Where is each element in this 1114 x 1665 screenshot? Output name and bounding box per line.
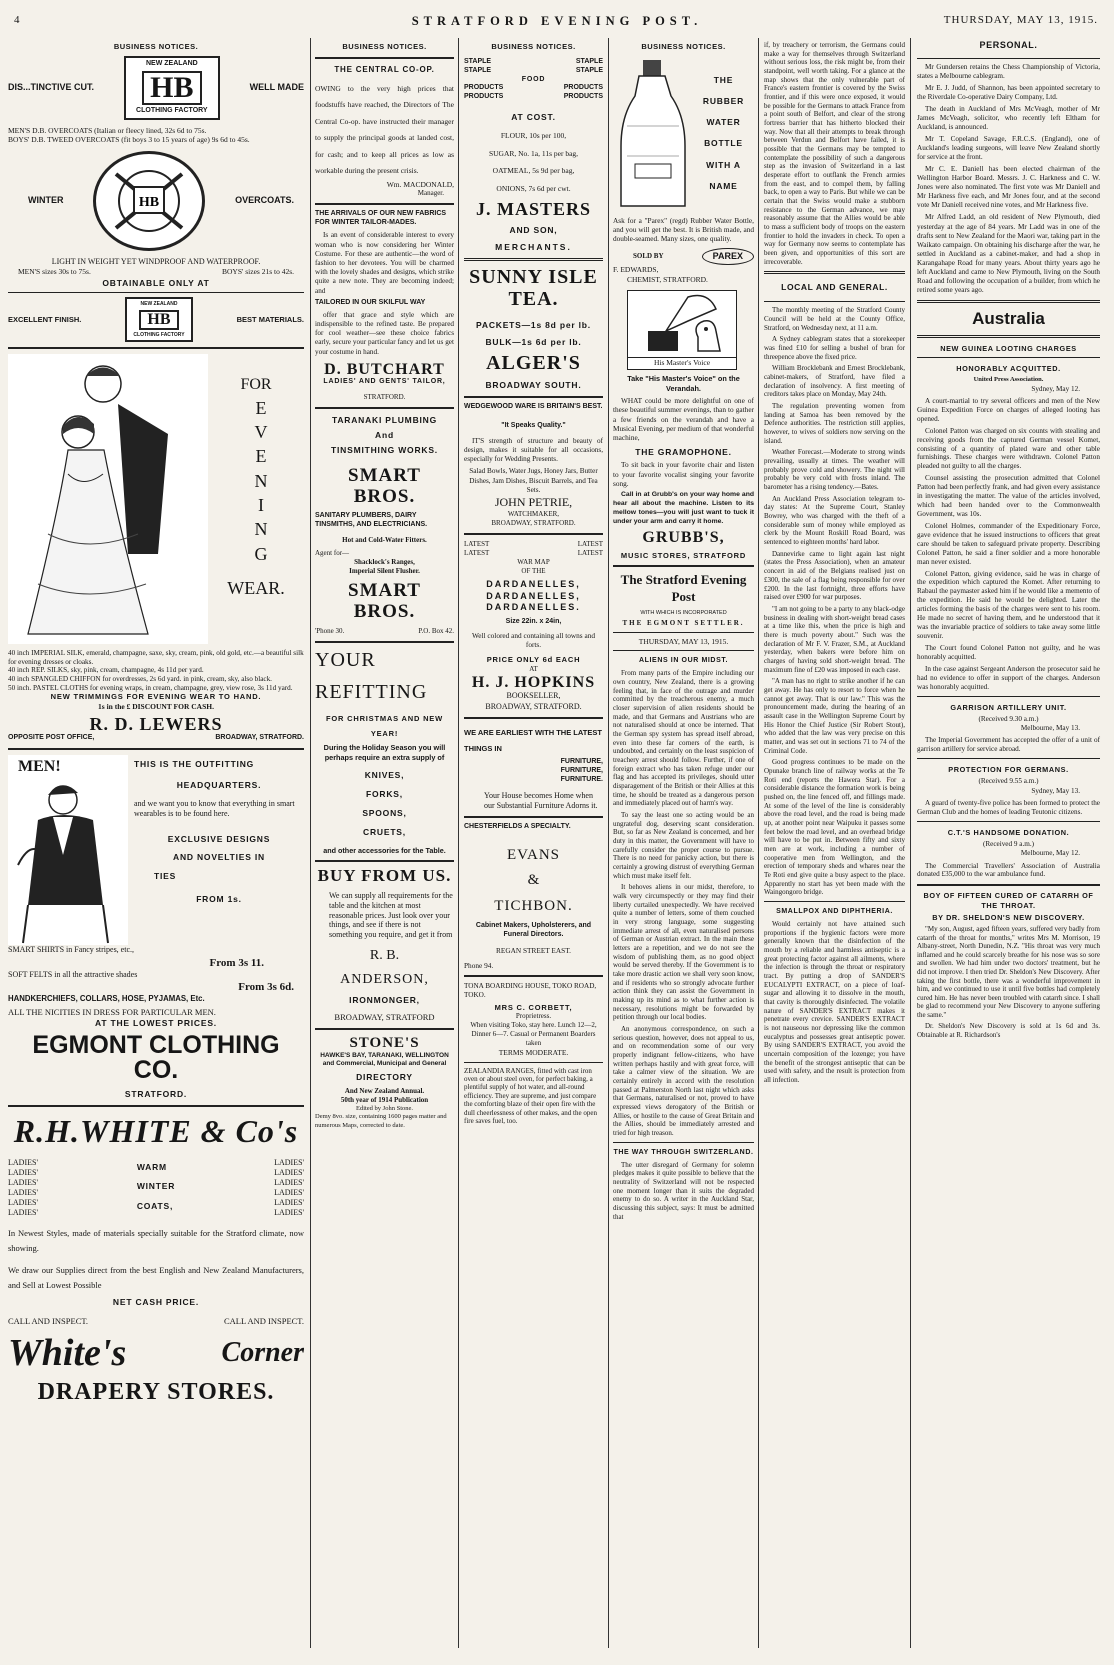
parex-ask: Ask for a "Parex" (regd) Rubber Water Bottle, and you will get the best. It is British made, and double-seamed. Many sizes, one quality. [613,215,754,244]
australia-heading: Australia [972,309,1045,329]
ladies-left [8,1158,38,1218]
hb-small-mark: HB [139,310,178,330]
sydney-dateline-2: Sydney, May 13. [1031,786,1080,795]
map-colored: Well colored and containing all towns and forts. [471,630,596,649]
furniture-2: FURNITURE, [560,766,603,774]
plumbers-line: SANITARY PLUMBERS, DAIRY TINSMITHS, AND ELECTRICIANS. [315,511,428,528]
nz-annual: And New Zealand Annual. [344,1087,425,1095]
personal-item: Mr T. Copeland Savage, F.R.C.S. (England), one of Auckland's leading surgeons, will leave New Zealand shortly for service at the front. [917,134,1100,162]
winter-label-2: WINTER [136,1181,176,1192]
guinea-paragraph: A court-martial to try several officers and men of the New Guinea Expedition Force on charges of alleged looting has opened. [917,396,1100,423]
latest-left: LATEST [464,540,490,549]
products-left: PRODUCTS [464,84,504,92]
cruets-item: CRUETS, [363,826,406,837]
manager-title: Manager. [417,189,444,198]
of-the: OF THE [521,567,546,576]
music-stores: MUSIC STORES, STRATFORD [620,550,747,560]
distinctive-cut: DIS...TINCTIVE CUT. [8,81,95,92]
zealandia-ranges: ZEALANDIA RANGES, fitted with cast iron oven or about steel oven, for perfect baking, a plentiful supply of hot water, and all-round efficiency. They are supreme, and just compare the comforting blaze of their open fire with the dull cheerlessness of other makes, and the open fire saves fuel, too. [464,1066,597,1126]
cash-discount: 1s in the £ DISCOUNT FOR CASH. [98,701,214,711]
tailored-heading: TAILORED IN OUR SKILFUL WAY [315,298,426,306]
shacklock-ranges: Shacklock's Ranges, [354,557,415,566]
war-map: WAR MAP [517,558,550,567]
evening-letter: N [254,470,268,491]
local-item: "A man has no right to strike another if he can get away. He has only to resort to force when he cannot get away. That is our law." This was the pronouncement made, during the hearing of an assault case in the Wellington Supreme Court by His Honor the Chief Justice (Sir Robert Stout), who added that the law was very precise on this matter, and was set out in sections 71 to 74 of the Criminal Code. [764,677,905,755]
switzerland-heading: THE WAY THROUGH SWITZERLAND. [613,1148,754,1156]
opposite-post-office: OPPOSITE POST OFFICE, [8,734,95,742]
arrivals-heading: THE ARRIVALS OF OUR NEW FABRICS FOR WINTER TAILOR-MADES. [315,210,447,227]
regan-street: REGAN STREET EAST. [496,945,571,955]
well-made: WELL MADE [249,81,304,92]
local-item: "I am not going to be a party to any black-odge business in dealing with short-weight bread cases at a time like this, when the price is high and there is much poverty about." Such was the declaration of Mr F. V. Frazer, S.M., at Auckland yesterday, when bakers were before him on charges of having sold short-weight bread. The maximum fine of £20 was imposed in each case. [764,604,905,674]
rubber-bottle-heading [693,56,754,216]
protection-heading: PROTECTION FOR GERMANS. [948,765,1069,775]
editorial-date: THURSDAY, MAY 13, 1915. [638,636,729,646]
switzerland-body: The utter disregard of Germany for solemn pledges makes it quite possible to believe that the neutrality of Switzerland will not be respected one moment longer than it suits the degraded enemy to do so. A writer in the Auckland Star, discussing this subject, says: It must be admitted that [613,1160,754,1221]
publication-year: 50th year of 1914 Publication [340,1095,429,1104]
his-masters-voice-caption: His Master's Voice [628,357,736,368]
evening-vertical [218,396,304,566]
rh-white-logo: R.H.WHITE & Co's [13,1112,299,1149]
wear-heading: WEAR. [227,577,285,598]
boy-cured-body: "My son, August, aged fifteen years, suffered very badly from catarrh of the throat for months," writes Mrs M. Morrison, 19 Albany-street, North Dunedin, N.Z. "His throat was very much inflamed and he could scarcely breathe for his nose was so sore and swollen. We had him under two doctors' treatment, but he did not improve. I then tried Dr. Sheldon's New Discovery. After taking the first bottle, there was a wonderful improvement in him, and we continued to use it until five bottles had completely cured him. He has never been troubled with catarrh since. I shall be glad to recommend your New Discovery to anyone suffering the same." [917,925,1100,1019]
page-number: 4 [14,14,20,26]
tinsmithing-works: TINSMITHING WORKS. [331,445,438,456]
dardanelles-1: DARDANELLES, [486,579,581,590]
exclusive-designs: EXCLUSIVE DESIGNS [167,833,271,844]
map-price: PRICE ONLY 6d EACH [486,655,581,665]
local-item: Weather Forecast.—Moderate to strong winds prevailing, usually at times. The weather will probably prove cold and showery. The night will probably be very cold with frosts inland. The barometer has a rising tendency.—Bates. [764,448,905,492]
his-masters-voice-illustration [627,290,737,370]
donation-body: The Commercial Travellers' Association of Australia donated £35,000 to the war ambulance fund. [917,861,1100,879]
best-materials: BEST MATERIALS. [236,314,304,324]
petrie-name: JOHN PETRIE, [494,495,573,509]
boys-sizes: BOYS' sizes 21s to 42s. [222,266,294,276]
hb-logo-mark: HB [142,71,201,105]
corbett-name: MRS C. CORBETT, [494,1002,573,1012]
column-6 [910,38,1106,1648]
lewers-name: R. D. LEWERS [89,713,223,734]
forks-item: FORKS, [366,788,403,799]
received-3: (Received 9 a.m.) [982,840,1035,849]
smallpox-body: Would certainly not have attained such proportions if the hygienic factors were more generally known that the disinfection of the mouth by a reliable and harmless antiseptic is a great protecting factor against all ailments, where the infection is through the throat or respiratory tract. By putting a drop of SANDER'S EUCALYPTI EXTRACT, on a piece of loaf-sugar and allowing it to dissolve in the mouth, that cavity is thoroughly disinfected. The volatile nature of SANDER'S EXTRACT makes it penetrate every crevice. SANDER'S EXTRACT is not nauseous nor depressing like the common eucalyptus and possesses great antiseptic power. By using SANDER'S EXTRACT, you avoid the uncertain composition of the lozenge; you have the benefit of the strongest antiseptic that can be used with safety, and the result is protection from all infection. [764,919,905,1085]
lewers-address: BROADWAY, STRATFORD. [215,734,304,742]
overcoats-label: OVERCOATS. [235,194,294,205]
newspaper-title: STRATFORD EVENING POST. [411,14,703,28]
petrie-address: BROADWAY, STRATFORD. [491,519,576,528]
ladies-label: LADIES' [8,1167,38,1177]
smart-pobox: P.O. Box 42. [418,627,454,636]
knives-item: KNIVES, [364,770,405,781]
hb-logo-bottom: CLOTHING FACTORY [136,106,208,114]
ladies-label: LADIES' [274,1207,304,1217]
cabinet-makers: Cabinet Makers, Upholsterers, and Funeral Directors. [475,921,592,938]
hb-small-bottom: CLOTHING FACTORY [133,331,185,338]
hopkins-name: H. J. HOPKINS [471,673,596,691]
buy-from-us: BUY FROM US. [317,865,452,885]
christmas-line: FOR CHRISTMAS AND NEW YEAR! [326,714,443,739]
for-heading: FOR [240,376,272,394]
earliest-heading: WE ARE EARLIEST WITH THE LATEST THINGS IN [464,727,602,754]
packets-price: PACKETS—1s 8d per lb. [476,320,591,331]
excellent-finish: EXCELLENT FINISH. [8,314,82,324]
outfitting-line: THIS IS THE OUTFITTING [134,759,255,770]
your-heading: YOUR [315,649,376,672]
ties-label: TIES [154,871,177,882]
latest-left-2: LATEST [464,549,490,558]
boys-overcoats: BOYS' D.B. TWEED OVERCOATS (fit boys 3 to 15 years of age) 9s 6d to 45s. [8,135,250,145]
silk-item: 40 inch SPANGLED CHIFFON for overdresses, 2s 6d yard. in pink, cream, sky, also black. [8,675,272,684]
water-bottle-icon [613,56,693,214]
novelties-in: AND NOVELTIES IN [173,852,265,863]
and-label: And [375,430,394,441]
whites-script: White's [8,1331,127,1374]
map-size: Size 22in. x 24in, [505,617,562,625]
column-3 [458,38,608,1648]
evans-phone: Phone 94. [464,960,494,970]
silk-item: 40 inch IMPERIAL SILK, emerald, champagne, saxe, sky, cream, pink, old gold, etc.—a beautiful silk for evening dresses or cloaks. [8,649,304,666]
tona-boarding: TONA BOARDING HOUSE, TOKO ROAD, TOKO. [464,982,597,1000]
demy-description: Demy 8vo. size, containing 1600 pages matter and numerous Maps, corrected to date. [315,1113,447,1129]
smart-bros-name-2: SMART BROS. [348,580,421,623]
directory-label: DIRECTORY [356,1072,413,1083]
evening-letter: E [255,397,267,418]
butchart-name: D. BUTCHART [324,360,445,378]
onions-price: ONIONS, 7s 6d per cwt. [496,184,571,194]
aliens-paragraph: To say the least one so acting would be an ungrateful dog, deserving scant consideration. But, so far as New Zealand is concerned, and her duty in this matter, the Government will have to carefully consider the proper course to pursue. There is no need for panicky action, but there is certainly a growing distrust of everything German which must make itself felt. [613,810,754,880]
products-right-2: PRODUCTS [563,93,603,101]
take-his-masters: Take "His Master's Voice" on the Verandah. [627,374,740,393]
furniture-3: FURNITURE. [560,775,603,783]
couple-drawing-icon [8,354,208,644]
local-item: A Sydney cablegram states that a storekeeper was fined £10 for selling a bushel of bran for threepence above the fixed price. [764,335,905,361]
agent-for: Agent for— [315,548,350,557]
guinea-paragraph: Colonel Patton was charged on six counts with stealing and receiving goods from the captured German vessel Komet, consisting of a quantity of plated ware and other table furnishings. These charges were withdrawn. Colonel Patton pleaded not guilty to all the charges. [917,426,1100,471]
smart-phone: 'Phone 30. [315,627,345,636]
guinea-heading: NEW GUINEA LOOTING CHARGES [940,343,1077,353]
aliens-paragraph: From many parts of the Empire including our own country, New Zealand, there is a growing feeling that, in face of the outrage and murder committed by the treacherous enemy, a much closer supervision of alien residents should be made, and that Germans and Austrians who are not naturalised should at once be interned. That the German spy system has spread itself abroad, even into these far corners of the earth, is undoubted, and certainly on the least suspicion of treachery arrest should follow. Further, if one of foreign extract who has taken refuge under our flag and has accepted its privileges, should utter disparagement of the British or their Allies at this time, he should be treated as a dangerous person and immediately placed out of harm's way. [613,669,754,808]
bulk-price: BULK—1s 6d per lb. [485,337,582,348]
ties-price: FROM 1s. [196,894,242,905]
ladies-label: LADIES' [8,1187,38,1197]
lowest-prices: AT THE LOWEST PRICES. [95,1017,217,1028]
spoons-item: SPOONS, [362,807,407,818]
house-home: Your House becomes Home when our Substantial Furniture Adorns it. [484,790,598,810]
mens-sizes: MEN'S sizes 30s to 75s. [18,266,91,276]
staple-left: STAPLE [464,57,492,65]
evening-letter: I [258,494,264,515]
proprietress-label: Proprietress. [515,1012,552,1021]
smart-bros-name: SMART BROS. [348,464,421,507]
aliens-paragraph: An anonymous correspondence, on such a serious question, however, does not appeal to us, and on recommendation some of our very properly indignant fellow-citizens, who have written perhaps hastily and with great force, will take a calmer view of the situation. We are certainly entirely in accord with the resolution passed at Palmerston North last night which asks that Germans, naturalised or not, proved to have expressed views derogatory of the British or Allies, or hostile to the cause of Great Britain and the Allies, should be immediately arrested and tried for high treason. [613,1025,754,1138]
merchants-label: MERCHANTS. [495,242,572,253]
central-coop-body: OWING to the very high prices that foodstuffs have reached, the Directors of The Central Co-op. have instructed their manager to supply the principal goods at landed cost, for cash; and to keep all prices as low as workable during the present crisis. [315,83,454,176]
local-item: Dannevirke came to light again last night (states the Press Association), when an amateur concert in aid of the Belgians realised just on £300, the sale of a flag being responsible for over £200. In the last fortnight, three efforts have raised over £900 for war purposes. [764,549,905,602]
ladies-label: LADIES' [8,1197,38,1207]
local-item: The regulation preventing women from landing at Samoa has been removed by the Defence authorities. The restriction still applies, however, to wives of soldiers now serving on the island. [764,402,905,445]
soft-felts: SOFT FELTS in all the attractive shades [8,969,138,979]
handkerchiefs-line: HANDKERCHIEFS, COLLARS, HOSE, PYJAMAS, Etc. [8,993,205,1003]
column-2 [310,38,458,1648]
wedgewood-heading: WEDGEWOOD WARE IS BRITAIN'S BEST. [464,402,603,410]
edwards-name: F. EDWARDS, [613,265,659,275]
egmont-settler: THE EGMONT SETTLER. [622,618,745,627]
hb-logo-small [125,297,193,342]
tailored-body: offer that grace and style which are indispensible to the refined taste. Be prepared for cool weather—see these choice fabrics early, secure your particular fancy and let us get your costume in hand. [315,310,454,356]
hot-cold-fitters: Hot and Cold-Water Fitters. [342,535,427,544]
niceties-line: ALL THE NICITIES IN DRESS FOR PARTICULAR MEN. [8,1006,216,1017]
personal-item: Mr Gundersen retains the Chess Championship of Victoria, states a Melbourne cablegram. [917,62,1100,80]
ladies-label: LADIES' [8,1207,38,1217]
gentleman-drawing-icon [8,755,128,945]
parex-logo: PAREX [702,248,754,266]
boy-cured-heading: BOY OF FIFTEEN CURED OF CATARRH OF THE THROAT. [923,891,1094,910]
sydney-dateline: Sydney, May 12. [1031,384,1080,393]
evening-letter: N [254,519,268,540]
guinea-paragraph: The Court found Colonel Patton not guilty, and he was honorably acquitted. [917,643,1100,661]
call-grubb: Call in at Grubb's on your way home and hear all about the machine. Listen to its mellow tones—you will just want to tuck it under your arm and carry it home. [613,491,754,525]
column-4 [608,38,758,1648]
butchart-location: STRATFORD. [363,393,406,402]
supplies-line: We draw our Supplies direct from the best English and New Zealand Manufacturers, and Sell at Lowest Possible [8,1264,304,1290]
incorporated-line: WITH WHICH IS INCORPORATED [640,609,727,616]
local-item: Good progress continues to be made on the Opunake branch line of railway works at the Te Roti end (reports the Hawera Star). For a considerable distance the formation work is being pushed on, the line fenced off, and fillings made. At some of the level of the line is considerably above the road level, and the road is being made up, at another point near Waipuku it passes some feet below the road level, and an overhead bridge will have to be put in. Between fifty and sixty men are at work, including a number of cooperative men from Wellington, and the erection of temporary sheds and whares near the Te Roti end give quite a busy aspect to the place. Apparently no start has yet been made with the Waingongoro bridge. [764,758,905,897]
furniture-1: FURNITURE, [560,757,603,765]
flour-price: FLOUR, 10s per 100, [500,131,567,141]
sold-by: SOLD BY [633,251,664,260]
evening-couple-illustration [8,354,208,644]
and-son: AND SON, [509,225,558,236]
ladies-label: LADIES' [274,1157,304,1167]
rb-initials: R. B. [369,948,400,964]
ladies-right [274,1158,304,1218]
ladies-label: LADIES' [8,1157,38,1167]
rubber-line: WITH A [706,159,741,170]
guinea-paragraph: Colonel Patton, giving evidence, said he was in charge of the expedition which captured the Komet. After returning to Rabaul the paymaster asked him if he would like a memento of the expedition. He said he would be delighted. Later the articles forming the basis of the charges were sent to his room. He made no secret of having them, and he understood that it was the invariable practice of soldiers to take away some little souvenir. [917,569,1100,640]
guinea-paragraph: Counsel assisting the prosecution admitted that Colonel Patton had been perfectly frank, and had given every assistance in investigating the matter. The value of the articles involved, which had been handed over to the Commonwealth Government, was 10s. [917,474,1100,519]
egmont-clothing-name: EGMONT CLOTHING CO. [32,1030,280,1084]
shirts-price: From 3s 11. [209,956,264,969]
smart-shirts: SMART SHIRTS in Fancy stripes, etc., [8,945,135,955]
oatmeal-price: OATMEAL, 5s 9d per bag, [492,166,575,176]
gramophone-heading: THE GRAMOPHONE. [635,446,732,457]
guinea-paragraph: Colonel Holmes, commander of the Expeditionary Force, gave evidence that he issued instructions to officers that great care should be taken to safeguard private property. Describing Colonel Patton, he said a finer soldier and a more honorable man never existed. [917,521,1100,566]
stones-heading: STONE'S [349,1035,420,1051]
coats-label: COATS, [136,1201,174,1212]
anderson-address: BROADWAY, STRATFORD [334,1012,435,1023]
rubber-line: WATER [706,117,741,128]
garrison-body: The Imperial Government has accepted the offer of a unit of garrison artillery for service abroad. [917,736,1100,754]
headquarters-line: HEADQUARTERS. [176,780,262,791]
evening-letter: V [254,422,268,443]
business-notices-heading: BUSINESS NOTICES. [491,42,576,51]
ironmonger-label: IRONMONGER, [349,995,420,1006]
refitting-heading: REFITTING [315,680,428,703]
garrison-heading: GARRISON ARTILLERY UNIT. [950,702,1067,712]
new-trimmings: NEW TRIMMINGS FOR EVENING WEAR TO HAND. [50,692,262,702]
masthead [0,14,1114,34]
silks-list [8,649,304,692]
personal-item: Mr C. E. Daniell has been elected chairman of the Wellington Harbor Board. Messrs. J. C. Harkness and C. W. Jones were also nominated. The first vote was Mr Daniell and Mr Harkness five each, and Mr Jones four, and at the second vote Mr Daniell received nine votes, and Mr Harkness five. [917,165,1100,210]
at-cost: AT COST. [511,112,556,123]
latest-right-2: LATEST [577,549,603,558]
grubbs-name: GRUBB'S, [642,529,725,547]
local-item: The monthly meeting of the Stratford County Council will be held at the County Office, Stratford, on Wednesday next, at 11 a.m. [764,306,905,332]
silk-item: 40 inch REP. SILKS, sky, pink, cream, champagne, 4s 11d per yard. [8,666,204,675]
business-notices-heading: BUSINESS NOTICES. [342,42,427,51]
products-right: PRODUCTS [563,84,603,92]
protection-body: A guard of twenty-five police has been formed to protect the German Club and the homes of leading Teutonic citizens. [917,798,1100,816]
buy-body: We can supply all requirements for the table and the kitchen at most reasonable prices. Just look over your things, and see if there is not something you require, and get it from [329,891,453,939]
sunny-isle: SUNNY ISLE [469,266,598,289]
newest-styles: In Newest Styles, made of materials specially suitable for the Stratford climate, now showing. [8,1227,304,1254]
hb-logo [124,56,220,120]
guinea-paragraph: In the case against Sergeant Anderson the prosecutor said he had no evidence to offer in support of the charges. Anderson was honorably acquitted. [917,664,1100,691]
staple-right: STAPLE [575,57,603,65]
watchmaker-label: WATCHMAKER, [507,510,560,519]
what-delightful: WHAT could be more delightful on one of these beautiful summer evenings, than to gather a few friends on the verandah and have a Musical Evening, per medium of that wonderful machine, [613,395,754,443]
business-notices-heading: BUSINESS NOTICES. [641,42,726,51]
central-coop-heading: THE CENTRAL CO-OP. [334,64,435,74]
ring-logo-icon [96,154,202,248]
sit-back: To sit back in your favorite chair and listen to your favorite vocalist singing your favorite song. [613,460,754,489]
gramophone-dog-icon [628,291,736,353]
chesterfields: CHESTERFIELDS A SPECIALTY. [464,823,571,831]
at-label: AT [529,664,538,673]
smallpox-heading: SMALLPOX AND DIPHTHERIA. [776,908,893,916]
sheldon-price: Dr. Sheldon's New Discovery is sold at 1s 6d and 3s. Obtainable at R. Richardson's [917,1022,1100,1039]
chemist-label: CHEMIST, STRATFORD. [627,274,708,284]
personal-item: The death in Auckland of Mrs McVeagh, mother of Mr James McVeagh, solicitor, who recently left Eltham for Auckland, is announced. [917,104,1100,131]
winter-label: WINTER [28,194,64,205]
personal-item: Mr E. J. Judd, of Shannon, has been appointed secretary to the Riverdale Co-operative Dairy Company, Ltd. [917,83,1100,101]
melbourne-dateline-3: Melbourne, May 12. [1020,849,1080,858]
obtainable-only-at: OBTAINABLE ONLY AT [102,277,210,288]
ladies-label: LADIES' [274,1167,304,1177]
tichbon-name: TICHBON. [494,897,573,914]
warm-winter-coats [137,1158,175,1218]
food-label: FOOD [521,75,546,83]
call-inspect-right: CALL AND INSPECT. [223,1315,304,1326]
sugar-price: SUGAR, No. 1a, 11s per bag, [488,148,579,158]
donation-heading: C.T.'S HANDSOME DONATION. [947,827,1070,837]
windproof-line: LIGHT IN WEIGHT YET WINDPROOF AND WATERPROOF. [51,256,261,266]
latest-right: LATEST [577,540,603,549]
rubber-line: NAME [709,180,738,191]
svg-text:HB: HB [139,194,160,210]
column-1 [8,38,304,1648]
anderson-name: ANDERSON, [340,972,429,988]
drapery-stores: DRAPERY STORES. [37,1379,275,1406]
rubber-line: THE [713,74,734,85]
net-cash-price: NET CASH PRICE. [112,1297,200,1308]
ladies-label: LADIES' [274,1197,304,1207]
evening-letter: G [254,543,268,564]
paper-nameplate: The Stratford Evening Post [620,572,747,604]
mens-overcoats: MEN'S D.B. OVERCOATS (Italian or fleecy lined, 32s 6d to 75s. [8,125,207,135]
aliens-paragraph: It behoves aliens in our midst, therefore, to walk very circumspectly or they may find their liberty curtailed unexpectedly. We have received quite a number of letters, some of them couched in very strong language, some suggesting immediate arrest of all, even naturalised persons of German or Austrian extract. In the main these letters are a repetition, and we do not see the wisdom of publishing them, as no good object would be served thereby. If the Government is to take more drastic action we shall very soon know, and if residents who so strongly advocate further action think they can assist the Government in making up its mind as to what further action is necessary, resolutions might be forwarded by petition through our local bodies. [613,883,754,1022]
algers-name: ALGER'S [486,351,581,374]
acquitted-heading: HONORABLY ACQUITTED. [956,364,1061,374]
dardanelles-2: DARDANELLES, [486,590,581,601]
aliens-heading: ALIENS IN OUR MIDST. [638,657,728,665]
melbourne-dateline-1: Melbourne, May 13. [1020,724,1080,733]
upa-credit: United Press Association. [973,376,1044,384]
holiday-line: During the Holiday Season you will perhaps require an extra supply of [323,743,446,762]
silk-item: 50 inch. PASTEL CLOTHS for evening wraps, in cream, champagne, grey, view rose, 3s 11d yard. [8,683,293,692]
dardanelles-3: DARDANELLES. [486,602,581,613]
sheldon-heading: BY DR. SHELDON'S NEW DISCOVERY. [932,913,1085,923]
rubber-line: BOTTLE [704,138,743,149]
table-accessories: and other accessories for the Table. [323,845,446,855]
edited-by: Edited by John Stone. [355,1104,414,1112]
local-item: William Brocklebank and Ernest Brocklebank, cabinet-makers, of Stratford, have filed a declaration of insolvency. A first meeting of creditors takes place on Monday, May 24th. [764,364,905,399]
salad-bowls: Salad Bowls, Water Jugs, Honey Jars, Butter Dishes, Jam Dishes, Biscuit Barrels, and Tea Sets. [469,467,598,494]
business-notices-heading: BUSINESS NOTICES. [113,42,199,51]
local-general-heading: LOCAL AND GENERAL. [781,282,888,293]
felts-price: From 3s 6d. [238,980,294,993]
tea-heading: TEA. [508,288,559,311]
personal-heading: PERSONAL. [979,40,1038,50]
evans-name: EVANS [506,847,561,864]
taranaki-plumbing: TARANAKI PLUMBING [331,415,438,426]
staple-left-2: STAPLE [464,66,492,74]
received-1: (Received 9.30 a.m.) [978,714,1039,723]
want-you-to-know: and we want you to know that everything in smart wearables is to be found here. [134,799,295,819]
raincoat-ring-logo [93,151,205,251]
butchart-sub: LADIES' AND GENTS' TAILOR, [323,378,446,386]
visiting-toko: When visiting Toko, stay here. Lunch 12—2, Dinner 6—7. Casual or Permanent Boarders taken [470,1021,597,1048]
macdonald-signature: Wm. MACDONALD, [386,179,454,189]
rubber-line: RUBBER [702,95,745,106]
broadway-south: BROADWAY SOUTH. [485,379,582,390]
bookseller-label: BOOKSELLER, [506,691,561,701]
water-bottle-illustration [613,56,693,214]
ladies-label: LADIES' [274,1187,304,1197]
personal-item: Mr Alfred Ladd, an old resident of New Plymouth, died yesterday at the age of 84 years. Mr Ladd was in one of the drafts sent to New Zealand for the Maori war, taking part in the Waikato campaign. On obtaining his discharge after the war, he settled in Auckland as a cabinet-maker, and had a shop in Karangahape Road for many years. About thirty years ago he left Auckland and came to New Plymouth, living on the South Road and following the occupation of a builder, from which he retired some years ago. [917,213,1100,294]
received-2: (Received 9.55 a.m.) [978,777,1039,786]
products-left-2: PRODUCTS [464,93,504,101]
hb-logo-top: NEW ZEALAND [145,59,198,67]
masters-name: J. MASTERS [475,198,592,219]
speaks-quality: "It Speaks Quality." [501,421,566,429]
warm-label: WARM [136,1161,167,1172]
hawkes-bay-line: HAWKE'S BAY, TARANAKI, WELLINGTON and Commercial, Municipal and General [320,1051,449,1067]
ladies-label: LADIES' [274,1177,304,1187]
corner-script: Corner [221,1337,304,1369]
local-item: An Auckland Press Association telegram to-day states: At the Supreme Court, Stanley Bowrey, who was charged with the theft of a considerable sum of money while employed as clerk by the Mount Roskill Road Board, was sentenced to eighteen months' hard labor. [764,494,905,547]
egmont-location: STRATFORD. [124,1088,188,1099]
column-5 [758,38,910,1648]
hb-small-top: NEW ZEALAND [140,301,178,308]
evening-letter: E [255,446,267,467]
call-inspect-left: CALL AND INSPECT. [8,1315,89,1326]
staple-right-2: STAPLE [575,66,603,74]
arrivals-body: Is an event of considerable interest to every woman who is now considering her Winter Costume. For these are authentic—the word of fashion to her devotees. You will be charmed with the lovely shades and designs, which strike quite a new note. They are becoming indeed; and [315,231,454,295]
masthead-date: THURSDAY, MAY 13, 1915. [943,14,1098,26]
switzerland-continued: if, by treachery or terrorism, the Germans could make a way for themselves through Switzerland without serious loss, the risk might be, from their standpoint, well worth taking. For a glance at the map shows that the only vulnerable part of France's eastern frontier is covered by the Swiss frontier, and if this were once exposed, it would be possible for the Germans to attack France from a point south of Belfort, and clear of the strong fortress barrier that has hitherto blocked their way. Now that all their attempts to break through between Verdun and Belfort have failed, it is possible that the Germans may be tempted to contemplate the possibility of such a dangerous step as the invasion of Switzerland in a last desperate effort to outflank the French armies from the east, and to compel them, by falling back, to open a way to Paris. But while we can be certain that the Swiss would make a stubborn resistance to the German advance, we may reasonably assume that the Allies would be able to mass a sufficient body of troops on the eastern frontier to hold the invaders in check. To open a way for Germany now seems to contemplate has been given, and opportunities of this sort are irrecoverable. [764,41,905,266]
gentleman-illustration [8,755,128,945]
terms-moderate: TERMS MODERATE. [498,1048,569,1058]
ampersand: & [527,872,540,889]
wedgewood-body: IT'S strength of structure and beauty of design, makes it suitable for all occasions, especially for Wedding Presents. [464,436,603,464]
hopkins-address: BROADWAY, STRATFORD. [485,701,582,711]
imperial-flusher: Imperial Silent Flusher. [349,566,420,575]
men-heading: MEN! [18,758,61,776]
ladies-label: LADIES' [8,1177,38,1187]
